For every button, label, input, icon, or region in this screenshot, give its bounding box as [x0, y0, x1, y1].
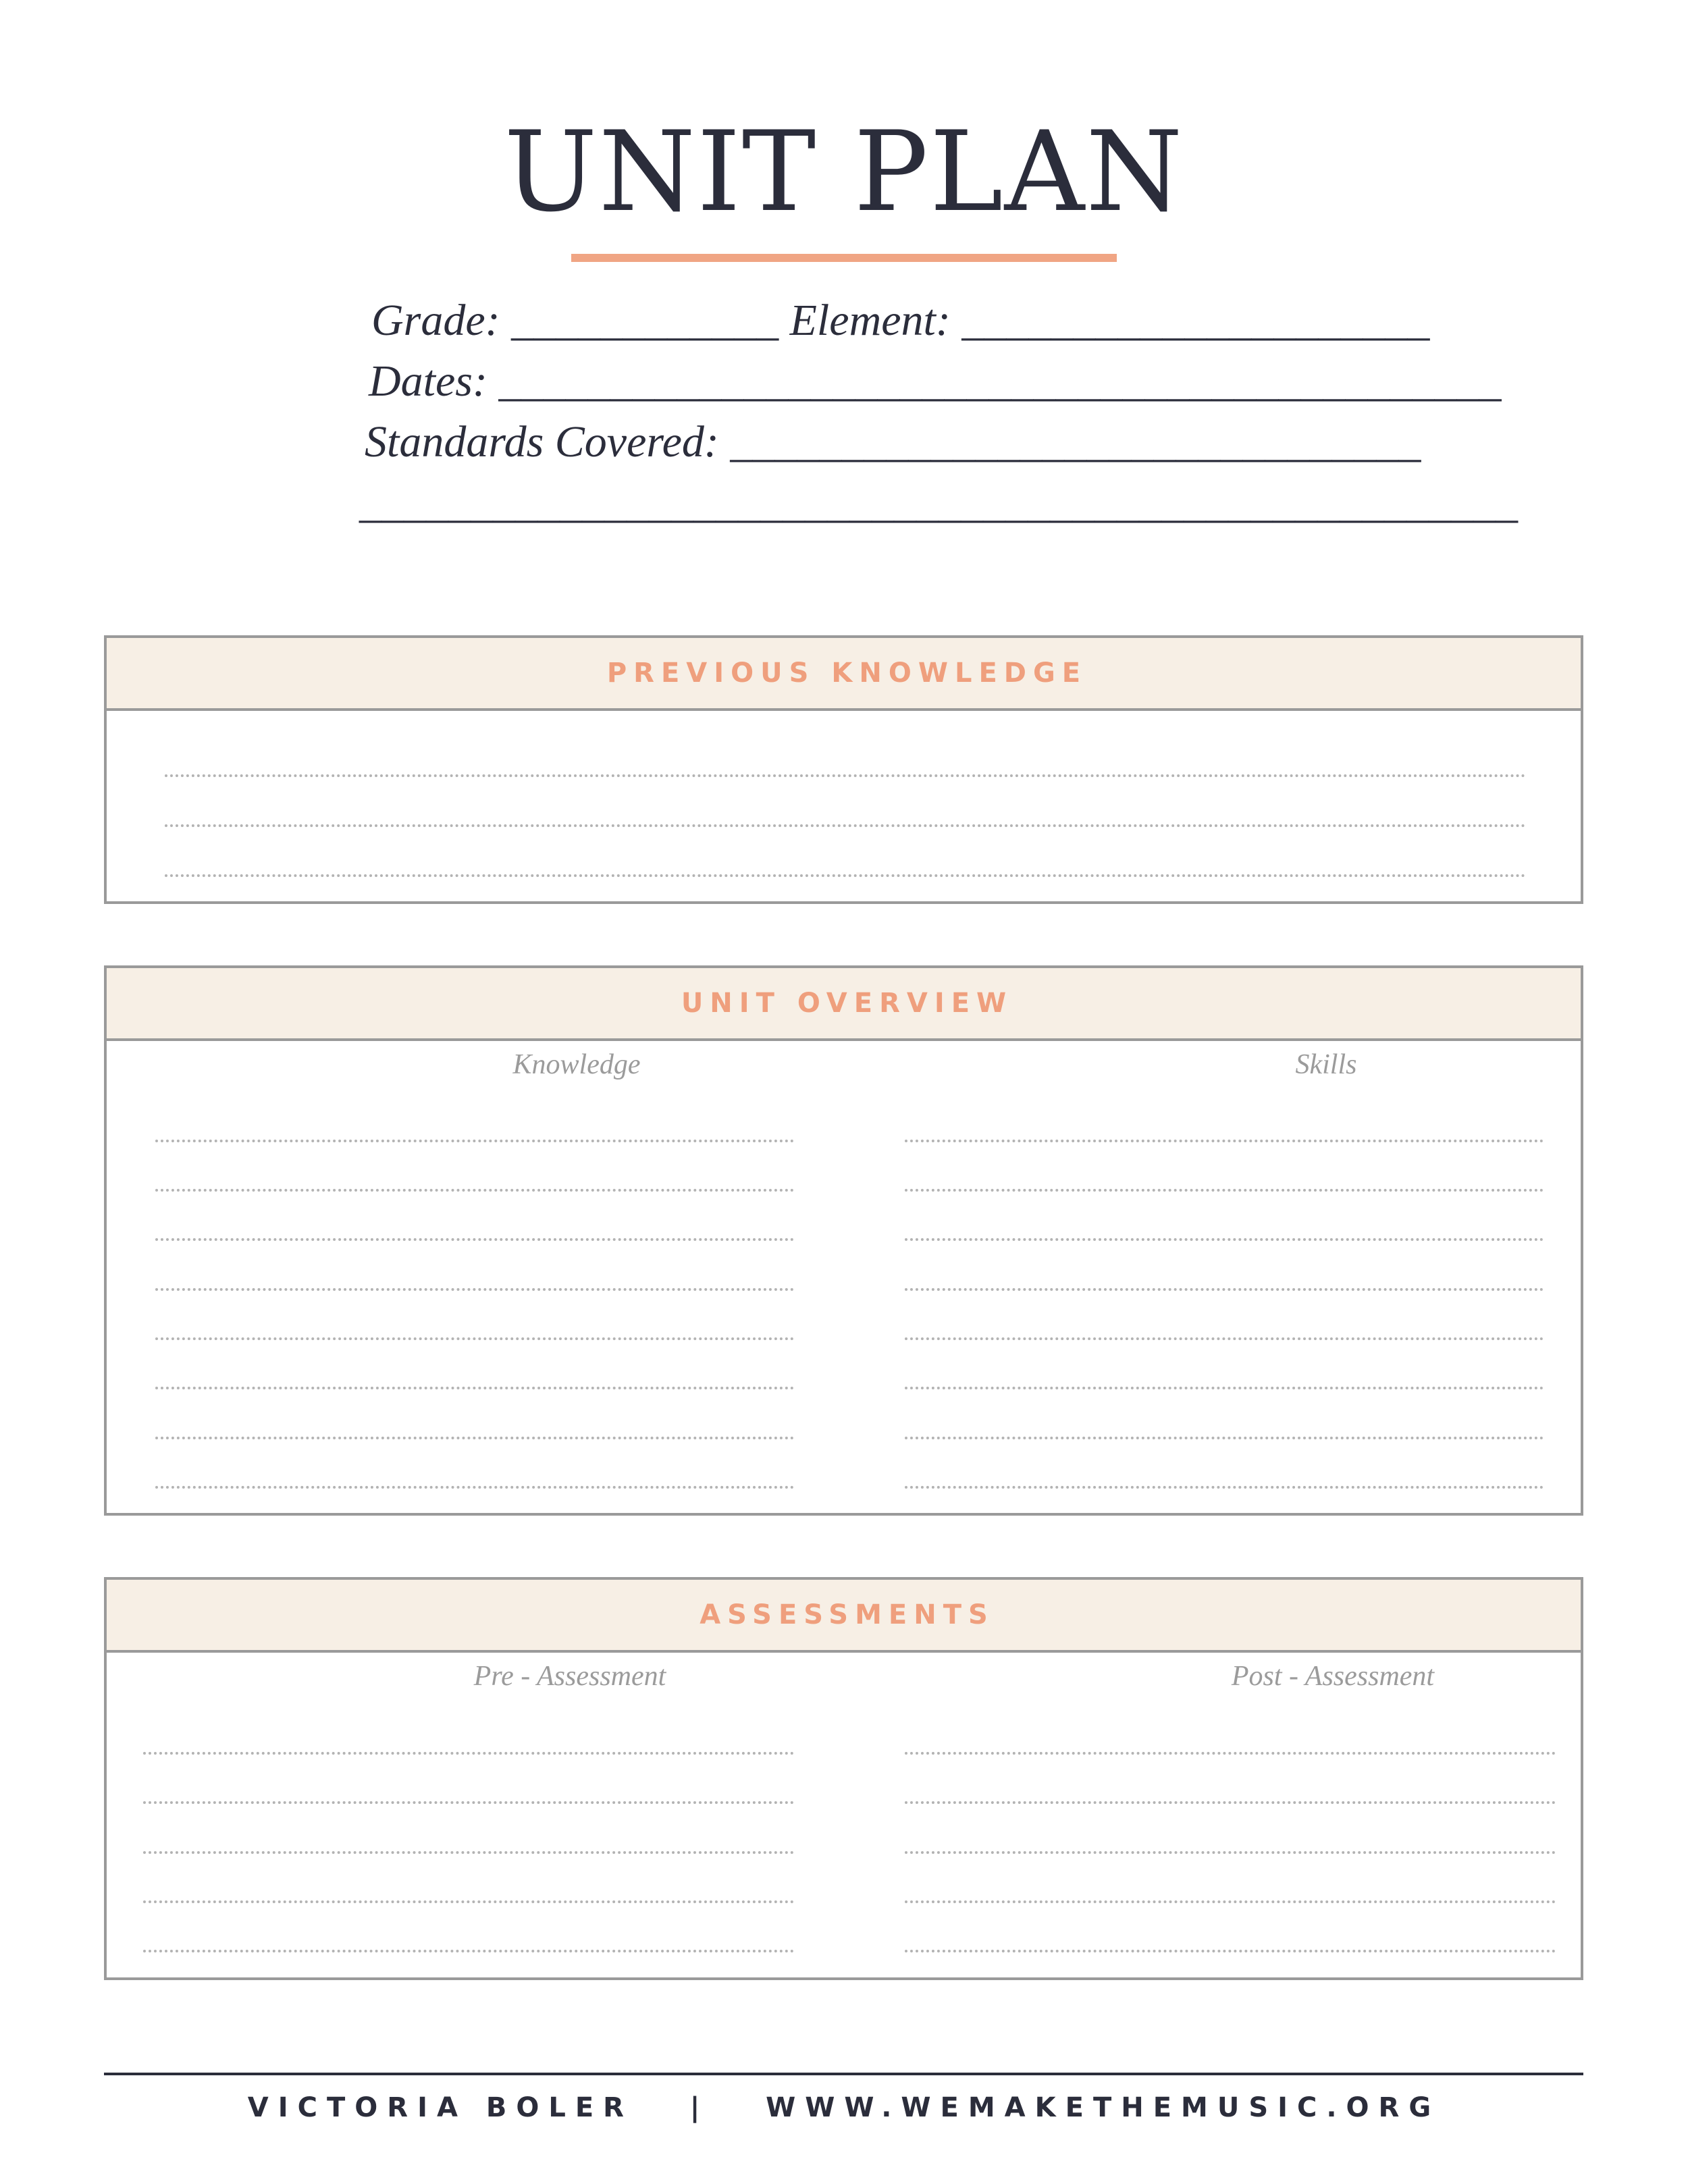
writing-line[interactable]	[155, 1288, 794, 1291]
writing-line[interactable]	[143, 1752, 794, 1755]
writing-line[interactable]	[905, 1801, 1556, 1804]
writing-line[interactable]	[905, 1387, 1544, 1389]
unit-overview-header	[107, 968, 1581, 1041]
writing-line[interactable]	[143, 1851, 794, 1854]
writing-line[interactable]	[155, 1140, 794, 1142]
assessments-section	[104, 1577, 1583, 1980]
writing-line[interactable]	[905, 1238, 1544, 1241]
writing-line[interactable]	[143, 1950, 794, 1952]
writing-line[interactable]	[905, 1851, 1556, 1854]
grade-element-field[interactable]: Grade: ____________ Element: _____________________	[371, 296, 1430, 345]
writing-line[interactable]	[905, 1437, 1544, 1439]
dates-field[interactable]: Dates: _____________________________________________	[369, 356, 1502, 406]
unit-overview-section	[104, 965, 1583, 1516]
writing-line[interactable]	[905, 1486, 1544, 1489]
writing-line[interactable]	[905, 1140, 1544, 1142]
writing-line[interactable]	[155, 1189, 794, 1192]
standards-continuation-field[interactable]: ____________________________________________________	[359, 478, 1518, 527]
previous-knowledge-header	[107, 638, 1581, 711]
writing-line[interactable]	[905, 1950, 1556, 1952]
previous-knowledge-title: PREVIOUS KNOWLEDGE	[606, 658, 1088, 689]
assessments-title: ASSESSMENTS	[700, 1599, 995, 1630]
writing-line[interactable]	[155, 1387, 794, 1389]
title-underline	[571, 254, 1117, 262]
post-assessment-column-label: Post - Assessment	[1231, 1661, 1435, 1692]
skills-column-label: Skills	[1295, 1049, 1357, 1080]
writing-line[interactable]	[905, 1752, 1556, 1755]
assessments-header	[107, 1580, 1581, 1653]
page-title: UNIT PLAN	[504, 107, 1184, 236]
previous-knowledge-section	[104, 635, 1583, 904]
writing-line[interactable]	[905, 1189, 1544, 1192]
writing-line[interactable]	[905, 1900, 1556, 1903]
standards-covered-field[interactable]: Standards Covered: _______________________________	[365, 417, 1421, 467]
writing-line[interactable]	[143, 1801, 794, 1804]
writing-line[interactable]	[155, 1437, 794, 1439]
pre-assessment-column-label: Pre - Assessment	[473, 1661, 666, 1692]
footer-credit: VICTORIA BOLER | WWW.WEMAKETHEMUSIC.ORG	[247, 2092, 1441, 2123]
writing-line[interactable]	[905, 1288, 1544, 1291]
writing-line[interactable]	[155, 1337, 794, 1340]
writing-line[interactable]	[165, 774, 1526, 777]
writing-line[interactable]	[155, 1486, 794, 1489]
knowledge-column-label: Knowledge	[512, 1049, 641, 1080]
writing-line[interactable]	[143, 1900, 794, 1903]
writing-line[interactable]	[165, 874, 1526, 877]
writing-line[interactable]	[905, 1337, 1544, 1340]
writing-line[interactable]	[155, 1238, 794, 1241]
writing-line[interactable]	[165, 824, 1526, 827]
footer-divider	[104, 2073, 1583, 2075]
unit-overview-title: UNIT OVERVIEW	[681, 988, 1013, 1019]
